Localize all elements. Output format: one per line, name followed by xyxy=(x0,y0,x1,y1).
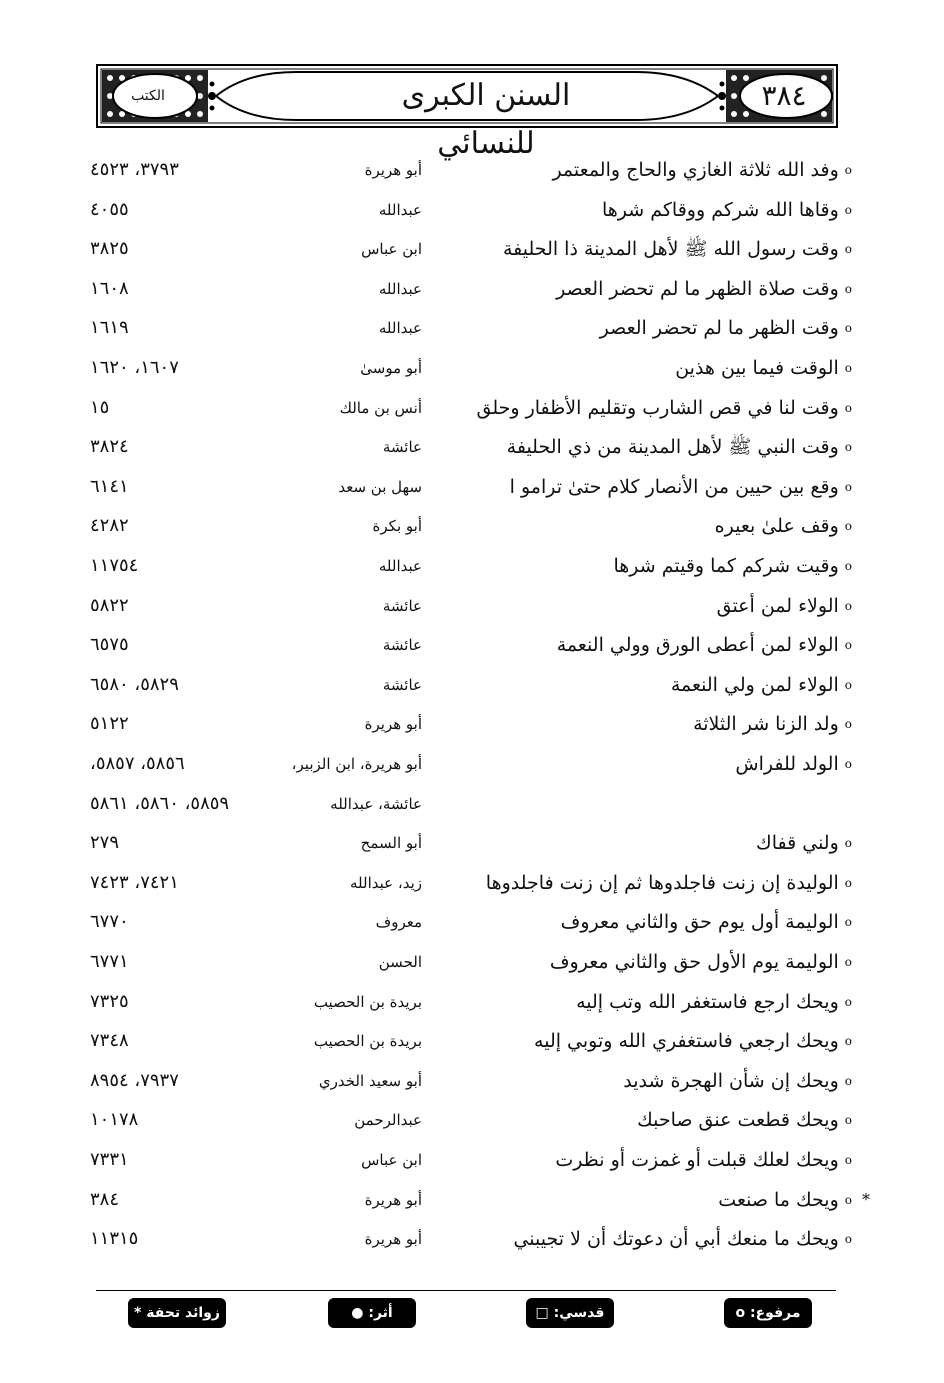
hadith-numbers: ٧٣٤٨ xyxy=(90,1030,129,1052)
hadith-text xyxy=(432,348,852,388)
hadith-numbers: ٤٢٨٢ xyxy=(90,515,129,537)
narrator: ابن عباس xyxy=(361,1151,422,1169)
narrator: أبو سعيد الخدري xyxy=(318,1071,422,1090)
index-row xyxy=(0,1219,944,1259)
hadith-text-label: ولد الزنا شر الثلاثة xyxy=(693,713,839,736)
hadith-text-label: الوقت فيما بين هذين xyxy=(675,357,839,379)
marfu-marker-icon: o xyxy=(844,400,852,415)
footer-divider xyxy=(96,1290,836,1291)
hadith-text xyxy=(432,546,852,586)
marfu-marker-icon: o xyxy=(844,757,852,771)
hadith-numbers: ٧٩٣٧، ٨٩٥٤ xyxy=(90,1069,179,1091)
hadith-text xyxy=(432,665,852,705)
hadith-text-label: ويحك قطعت عنق صاحبك xyxy=(637,1109,839,1132)
hadith-text xyxy=(432,467,852,507)
hadith-numbers: ٥٨٢٢ xyxy=(90,594,129,616)
hadith-text-label: وقيت شركم كما وقيتم شرها xyxy=(613,555,839,577)
hadith-text-label: وقف علىٰ بعيره xyxy=(714,515,839,538)
hadith-text xyxy=(432,388,852,428)
publisher-seal: الكتب xyxy=(131,88,165,104)
legend-athar: أثر: ● xyxy=(328,1298,416,1328)
hadith-numbers: ١٦٠٨ xyxy=(90,277,129,299)
marfu-marker-icon: o xyxy=(844,836,852,851)
index-row xyxy=(0,348,944,388)
marfu-marker-icon: o xyxy=(844,321,852,336)
narrator: أنس بن مالك xyxy=(339,398,422,417)
hadith-numbers: ٦٥٧٥ xyxy=(90,634,129,656)
hadith-text-label: الوليدة إن زنت فاجلدوها ثم إن زنت فاجلدوها xyxy=(485,871,839,894)
index-row xyxy=(0,190,944,230)
hadith-text xyxy=(432,902,852,942)
hadith-text-label: وقت صلاة الظهر ما لم تحضر العصر xyxy=(556,277,839,300)
hadith-text-label: ويحك ما صنعت xyxy=(718,1188,839,1211)
hadith-text-label: وقاها الله شركم ووقاكم شرها xyxy=(601,198,839,221)
hadith-text xyxy=(432,190,852,230)
narrator: عائشة xyxy=(382,675,422,694)
hadith-numbers: ٦٧٧٠ xyxy=(90,911,129,933)
marfu-marker-icon: o xyxy=(844,875,852,890)
hadith-text xyxy=(432,150,852,190)
narrator: عبدالله xyxy=(378,557,422,575)
index-row xyxy=(0,863,944,903)
marfu-marker-icon: o xyxy=(844,598,852,613)
narrator: عائشة xyxy=(382,596,422,615)
marfu-marker-icon: o xyxy=(844,242,852,257)
marfu-marker-icon: o xyxy=(844,1113,852,1128)
index-row xyxy=(0,427,944,467)
hadith-numbers: ٥٨٥٩، ٥٨٦٠، ٥٨٦١ xyxy=(90,792,230,814)
hadith-numbers: ٤٠٥٥ xyxy=(90,198,129,220)
narrator: أبو هريرة xyxy=(364,161,422,179)
hadith-text-label: وقت رسول الله ﷺ لأهل المدينة ذا الحليفة xyxy=(502,238,839,261)
hadith-numbers: ٦٧٧١ xyxy=(90,951,129,972)
hadith-text xyxy=(432,1219,852,1259)
page-title: السنن الكبرى للنسائي xyxy=(401,78,571,161)
narrator: عبدالله xyxy=(378,319,422,338)
marfu-marker-icon: o xyxy=(844,440,852,455)
narrator: أبو هريرة xyxy=(364,1190,422,1209)
legend-zawaid: زوائد تحفة * xyxy=(128,1298,226,1328)
marfu-marker-icon: o xyxy=(844,1153,852,1167)
hadith-numbers: ٣٨٢٥ xyxy=(90,238,129,260)
marfu-marker-icon: o xyxy=(844,281,852,296)
narrator: عبدالله xyxy=(378,279,422,298)
hadith-text xyxy=(432,586,852,626)
hadith-text xyxy=(432,229,852,269)
legend-qudsi: قدسي: □ xyxy=(526,1298,614,1328)
marfu-marker-icon: o xyxy=(844,559,852,573)
index-row xyxy=(0,704,944,744)
index-row xyxy=(0,942,944,982)
hadith-numbers: ٣٨٤ xyxy=(90,1188,120,1210)
hadith-text xyxy=(432,1100,852,1140)
hadith-text-label: وقت لنا في قص الشارب وتقليم الأظفار وحلق xyxy=(476,396,839,419)
hadith-text-label: وقت الظهر ما لم تحضر العصر xyxy=(599,317,839,340)
hadith-text xyxy=(432,982,852,1022)
index-row xyxy=(0,269,944,309)
index-row xyxy=(0,784,944,824)
hadith-numbers: ١٦٠٧، ١٦٢٠ xyxy=(90,357,179,378)
marfu-marker-icon: o xyxy=(844,1192,852,1207)
marfu-marker-icon: o xyxy=(844,915,852,930)
hadith-text-label: ويحك لعلك قبلت أو غمزت أو نظرت xyxy=(555,1149,839,1171)
narrator: عائشة xyxy=(382,438,422,457)
index-row xyxy=(0,229,944,269)
hadith-text xyxy=(432,704,852,744)
index-row xyxy=(0,1021,944,1061)
hadith-numbers: ١٦١٩ xyxy=(90,317,129,339)
marfu-marker-icon: o xyxy=(844,519,852,534)
hadith-numbers: ٧٣٢٥ xyxy=(90,990,129,1012)
hadith-text xyxy=(432,308,852,348)
narrator: عائشة، عبدالله xyxy=(330,794,422,813)
index-row xyxy=(0,150,944,190)
hadith-text xyxy=(432,942,852,982)
hadith-numbers: ٢٧٩ xyxy=(90,832,120,854)
hadith-numbers: ٣٧٩٣، ٤٥٢٣ xyxy=(90,159,179,180)
index-row xyxy=(0,625,944,665)
hadith-text-label: وقع بين حيين من الأنصار كلام حتىٰ ترامو ا xyxy=(509,475,839,498)
marfu-marker-icon: o xyxy=(844,994,852,1009)
hadith-numbers: ١٥ xyxy=(90,396,110,418)
narrator: زيد، عبدالله xyxy=(350,873,422,892)
index-row xyxy=(0,823,944,863)
hadith-text xyxy=(432,1140,852,1180)
page-number: ٣٨٤ xyxy=(761,79,807,112)
hadith-text xyxy=(432,1021,852,1061)
hadith-text-label: الولاء لمن ولي النعمة xyxy=(670,673,839,696)
index-row xyxy=(0,467,944,507)
hadith-text xyxy=(432,1061,852,1101)
narrator: أبو هريرة xyxy=(364,715,422,734)
hadith-text xyxy=(432,625,852,665)
marfu-marker-icon: o xyxy=(844,202,852,217)
marfu-marker-icon: o xyxy=(844,717,852,732)
marfu-marker-icon: o xyxy=(844,1034,852,1049)
hadith-text xyxy=(432,506,852,546)
hadith-text xyxy=(432,863,852,903)
marfu-marker-icon: o xyxy=(844,638,852,653)
hadith-numbers: ٧٤٢١، ٧٤٢٣ xyxy=(90,871,179,893)
narrator: معروف xyxy=(375,913,422,932)
marfu-marker-icon: o xyxy=(844,361,852,375)
hadith-numbers: ٧٣٣١ xyxy=(90,1149,129,1170)
index-row xyxy=(0,546,944,586)
marfu-marker-icon: o xyxy=(844,677,852,692)
hadith-numbers: ١٠١٧٨ xyxy=(90,1109,139,1131)
narrator: عائشة xyxy=(382,636,422,655)
hadith-text xyxy=(432,427,852,467)
hadith-text-label: ويحك ارجعي فاستغفري الله وتوبي إليه xyxy=(534,1030,839,1053)
hadith-numbers: ٥٨٥٦، ٥٨٥٧، xyxy=(90,753,185,774)
index-row xyxy=(0,982,944,1022)
hadith-numbers: ١١٧٥٤ xyxy=(90,555,139,576)
marfu-marker-icon: o xyxy=(844,1232,852,1247)
hadith-text-label: ويحك ما منعك أبي أن دعوتك أن لا تجيبني xyxy=(513,1228,839,1251)
page-header xyxy=(96,64,838,161)
narrator: بريدة بن الحصيب xyxy=(313,992,422,1011)
hadith-numbers: ٣٨٢٤ xyxy=(90,436,129,458)
index-row xyxy=(0,1140,944,1180)
index-row xyxy=(0,1180,944,1220)
index-row xyxy=(0,902,944,942)
hadith-text-label: ويحك إن شأن الهجرة شديد xyxy=(623,1069,839,1092)
narrator: بريدة بن الحصيب xyxy=(313,1032,422,1051)
narrator: أبو بكرة xyxy=(372,517,422,536)
hadith-text-label: ولني قفاك xyxy=(756,832,839,855)
narrator: أبو موسىٰ xyxy=(360,359,422,377)
index-row xyxy=(0,1061,944,1101)
narrator: الحسن xyxy=(378,953,422,971)
hadith-text xyxy=(432,1180,852,1220)
narrator: أبو هريرة xyxy=(364,1230,422,1249)
hadith-numbers: ٥١٢٢ xyxy=(90,713,129,735)
hadith-numbers: ٥٨٢٩، ٦٥٨٠ xyxy=(90,673,179,695)
hadith-text xyxy=(432,269,852,309)
narrator: ابن عباس xyxy=(361,240,422,259)
narrator: أبو السمح xyxy=(360,834,422,853)
narrator: عبدالرحمن xyxy=(354,1111,422,1130)
zawaid-star-icon: * xyxy=(862,1189,870,1209)
narrator: سهل بن سعد xyxy=(338,477,422,496)
hadith-text-label: وفد الله ثلاثة الغازي والحاج والمعتمر xyxy=(552,159,839,181)
hadith-numbers: ١١٣١٥ xyxy=(90,1228,139,1250)
narrator: عبدالله xyxy=(378,200,422,219)
hadith-text-label: الولد للفراش xyxy=(735,753,839,775)
hadith-text-label: الولاء لمن أعتق xyxy=(716,594,839,617)
index-row xyxy=(0,744,944,784)
index-row xyxy=(0,1100,944,1140)
index-row xyxy=(0,586,944,626)
hadith-text-label: وقت النبي ﷺ لأهل المدينة من ذي الحليفة xyxy=(506,436,839,459)
index-row xyxy=(0,665,944,705)
hadith-text xyxy=(432,744,852,784)
marfu-marker-icon: o xyxy=(844,163,852,177)
marfu-marker-icon: o xyxy=(844,955,852,969)
hadith-text-label: ويحك ارجع فاستغفر الله وتب إليه xyxy=(576,990,839,1013)
marfu-marker-icon: o xyxy=(844,1073,852,1088)
hadith-text-label: الوليمة يوم الأول حق والثاني معروف xyxy=(549,951,839,973)
hadith-text-label: الوليمة أول يوم حق والثاني معروف xyxy=(560,911,839,934)
hadith-text-label: الولاء لمن أعطى الورق وولي النعمة xyxy=(556,634,839,657)
hadith-text xyxy=(432,823,852,863)
index-row xyxy=(0,308,944,348)
legend-marfu: مرفوع: o xyxy=(724,1298,812,1328)
narrator: أبو هريرة، ابن الزبير، xyxy=(291,755,422,773)
hadith-numbers: ٦١٤١ xyxy=(90,475,129,497)
index-row xyxy=(0,506,944,546)
index-row xyxy=(0,388,944,428)
marfu-marker-icon: o xyxy=(844,479,852,494)
